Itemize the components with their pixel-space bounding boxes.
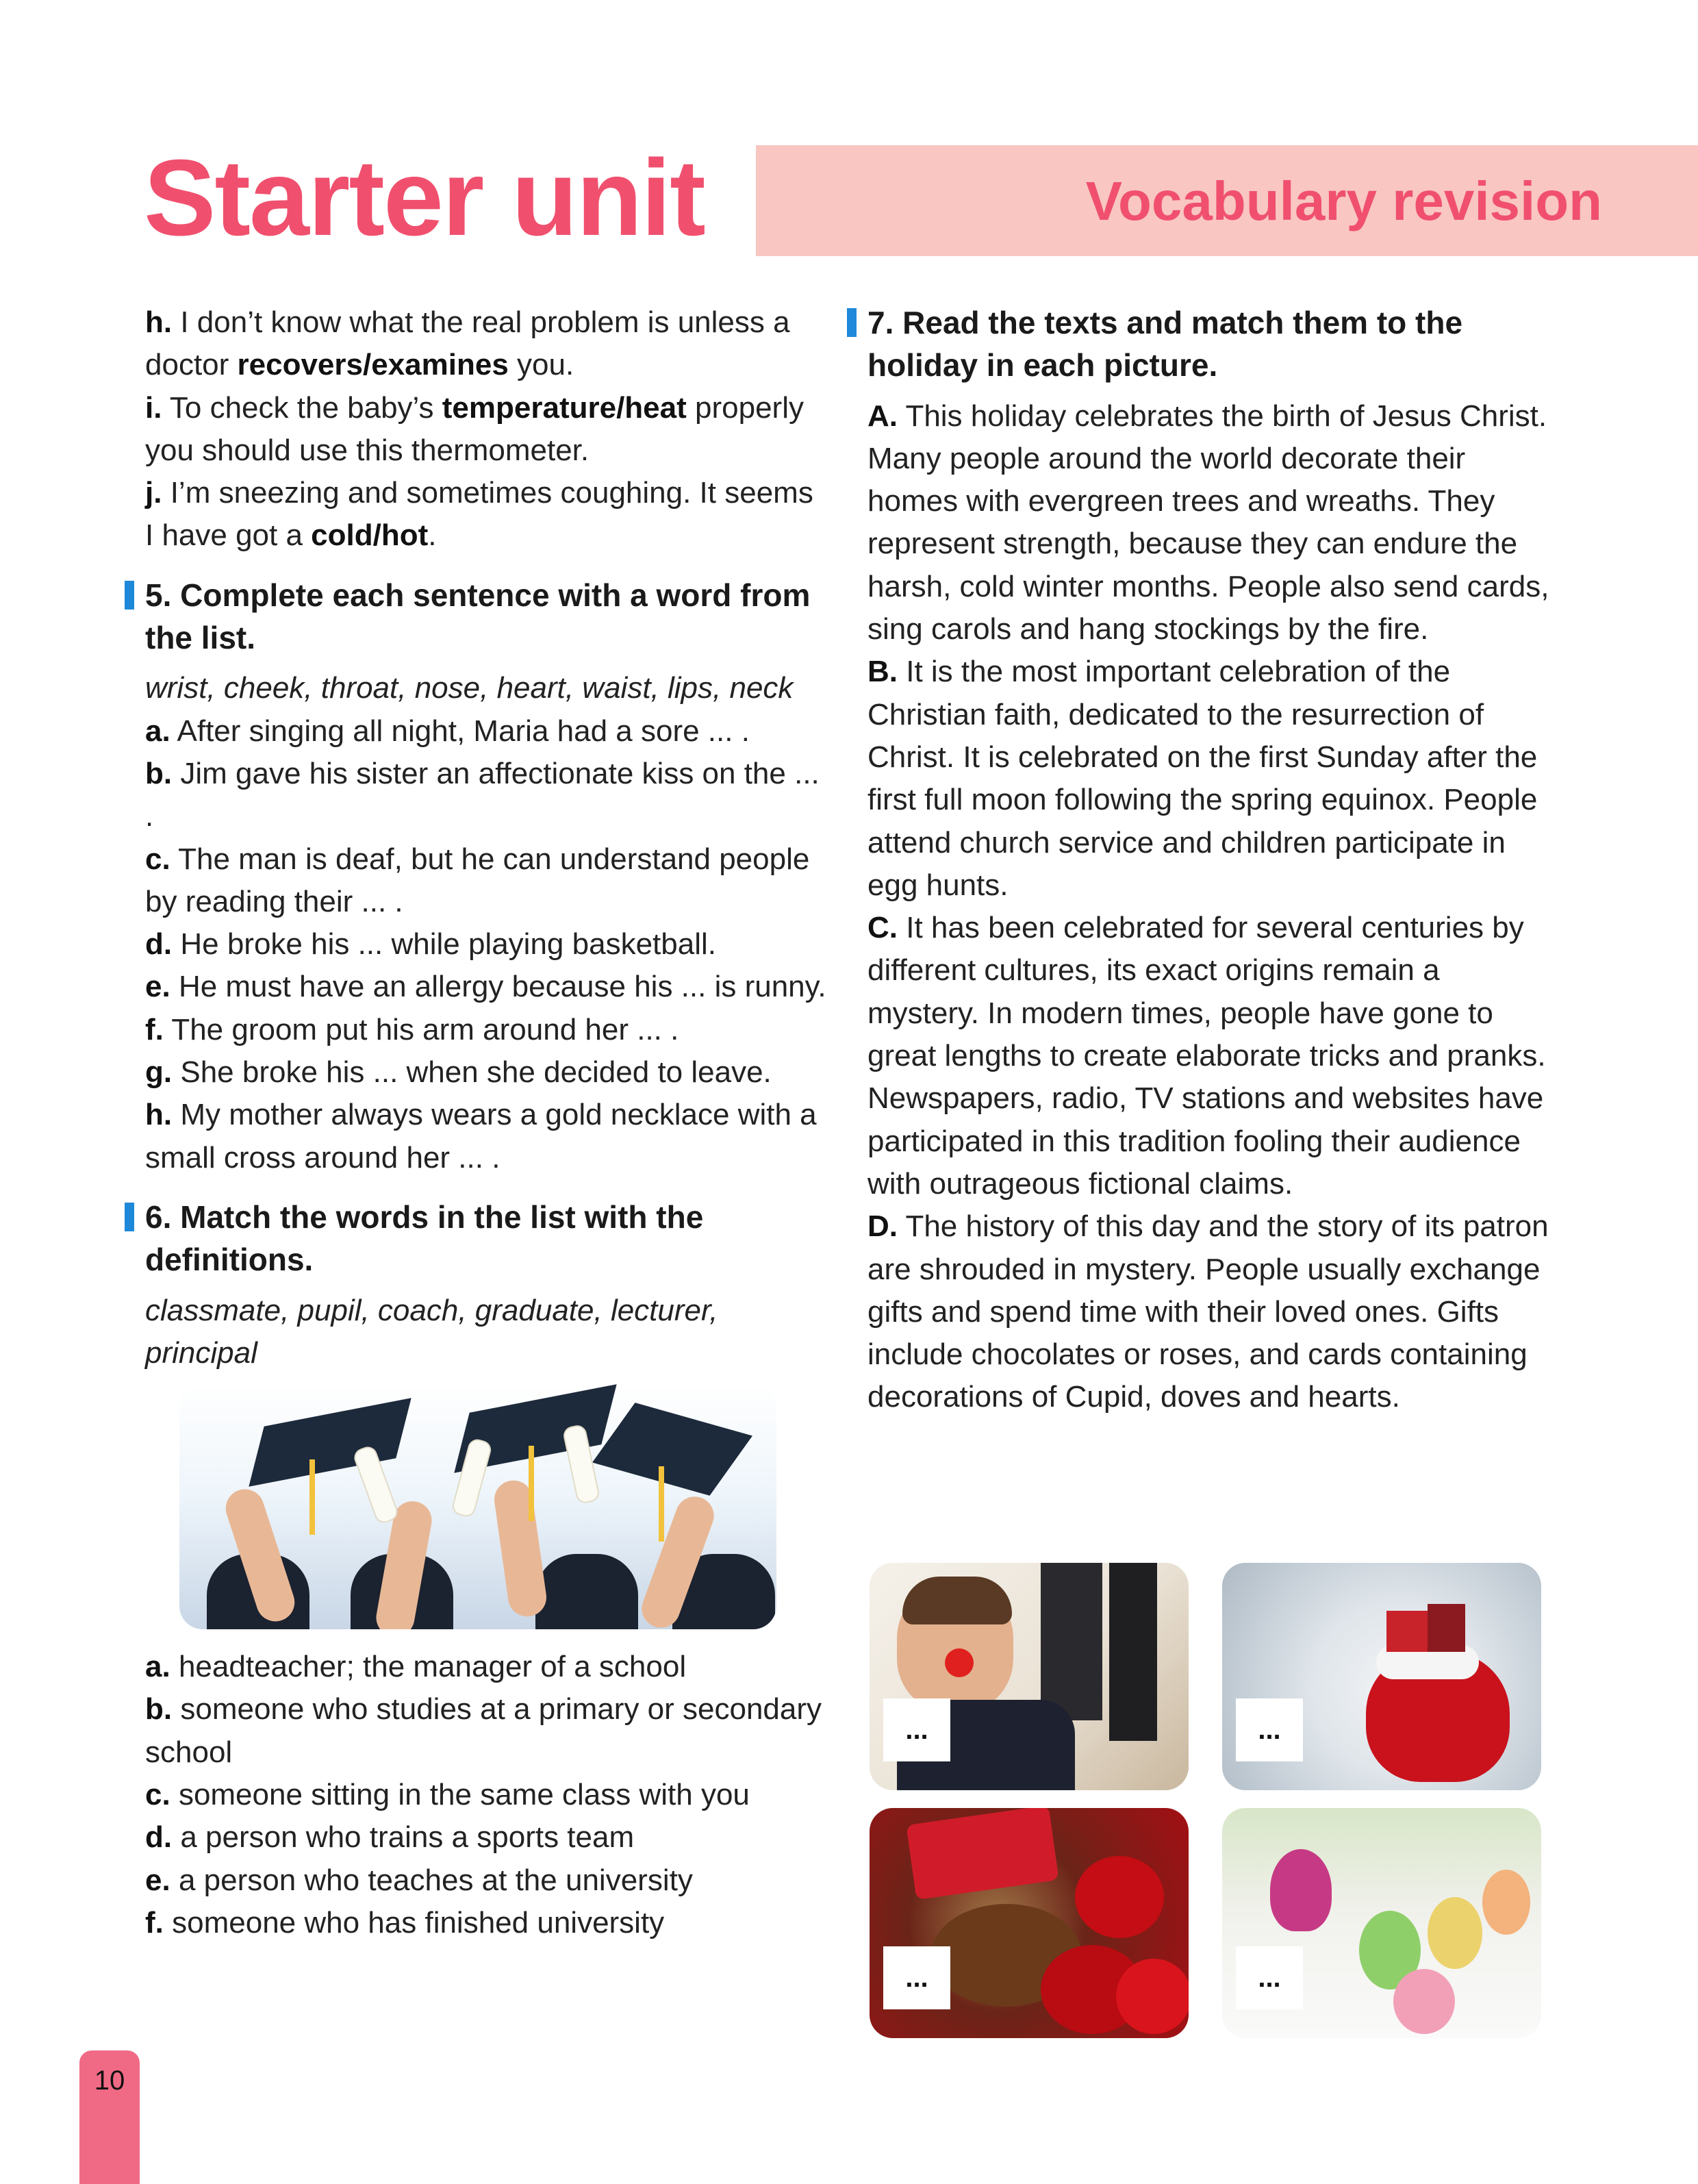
unit-title: Starter unit (144, 138, 705, 258)
section-title: Vocabulary revision (1085, 171, 1602, 231)
exercise-5-heading: 5. Complete each sentence with a word from the list. (145, 574, 830, 660)
holiday-text-b: B. It is the most important celebration of the Christian faith, dedicated to the resurrection of Christ. It is celebrated on the first Sunday after the first full moon following the spring equinox. People attend church service and children participate in egg hunts. (867, 655, 1538, 902)
holiday-text-d: D. The history of this day and the story of its patron are shrouded in mystery. People usually exchange gifts and spend time with their loved ones. Gifts include chocolates or roses, and cards containing decorations of Cupid, doves and hearts. (867, 1209, 1549, 1414)
list-item: e. He must have an allergy because his ... is runny. (145, 970, 826, 1004)
list-item: d. He broke his ... while playing basketball. (145, 927, 716, 962)
picture-answer-box[interactable]: ... (883, 1946, 950, 2009)
christmas-sack-photo (1222, 1563, 1541, 1790)
section-banner (756, 145, 1698, 256)
list-item: a. After singing all night, Maria had a sore ... . (145, 714, 750, 748)
page-number-tab (79, 2050, 140, 2184)
list-item: b. someone who studies at a primary or secondary school (145, 1692, 822, 1769)
list-item: c. The man is deaf, but he can understand people by reading their ... . (145, 842, 810, 918)
list-item: b. Jim gave his sister an affectionate kiss on the ... . (145, 756, 820, 833)
list-item: c. someone sitting in the same class with you (145, 1778, 750, 1812)
list-item: g. She broke his ... when she decided to leave. (145, 1055, 772, 1090)
list-item: j. I’m sneezing and sometimes coughing. It seems I have got a cold/hot. (145, 476, 813, 553)
list-item: f. The groom put his arm around her ... . (145, 1012, 679, 1046)
page-number: 10 (94, 2066, 125, 2096)
list-item: h. My mother always wears a gold necklace with a small cross around her ... . (145, 1098, 817, 1175)
list-item: d. a person who trains a sports team (145, 1820, 635, 1855)
list-item: f. someone who has finished university (145, 1905, 665, 1940)
graduation-photo (179, 1384, 776, 1629)
exercise-6-heading: 6. Match the words in the list with the definitions. (145, 1196, 830, 1281)
easter-eggs-photo (1222, 1808, 1541, 2038)
left-column (145, 301, 830, 1944)
valentines-photo (870, 1808, 1189, 2038)
picture-answer-box[interactable]: ... (1236, 1946, 1303, 2009)
exercise-7-heading: 7. Read the texts and match them to the holiday in each picture. (867, 301, 1559, 387)
list-item: e. a person who teaches at the university (145, 1863, 693, 1897)
exercise-5-word-list: wrist, cheek, throat, nose, heart, waist, lips, neck (145, 671, 794, 705)
holiday-text-c: C. It has been celebrated for several centuries by different cultures, its exact origins remain a mystery. In modern times, people have gone to great lengths to create elaborate tricks and pranks. Newspapers, radio, TV stations and websites have participated in this tradition fooling their audience with outrageous fictional claims. (867, 911, 1546, 1201)
exercise-6-word-list: classmate, pupil, coach, graduate, lecturer, principal (145, 1293, 718, 1370)
list-item: i. To check the baby’s temperature/heat properly you should use this thermometer. (145, 390, 804, 467)
right-column (867, 301, 1559, 1419)
list-item: a. headteacher; the manager of a school (145, 1650, 687, 1684)
april-fools-photo (870, 1563, 1189, 1790)
picture-answer-box[interactable]: ... (1236, 1698, 1303, 1761)
holiday-text-a: A. This holiday celebrates the birth of Jesus Christ. Many people around the world decorate their homes with evergreen trees and wreaths. They represent strength, because they can endure the harsh, cold winter months. People also send cards, sing carols and hang stockings by the fire. (867, 399, 1549, 647)
picture-answer-box[interactable]: ... (883, 1698, 950, 1761)
list-item: h. I don’t know what the real problem is unless a doctor recovers/examines you. (145, 305, 790, 382)
